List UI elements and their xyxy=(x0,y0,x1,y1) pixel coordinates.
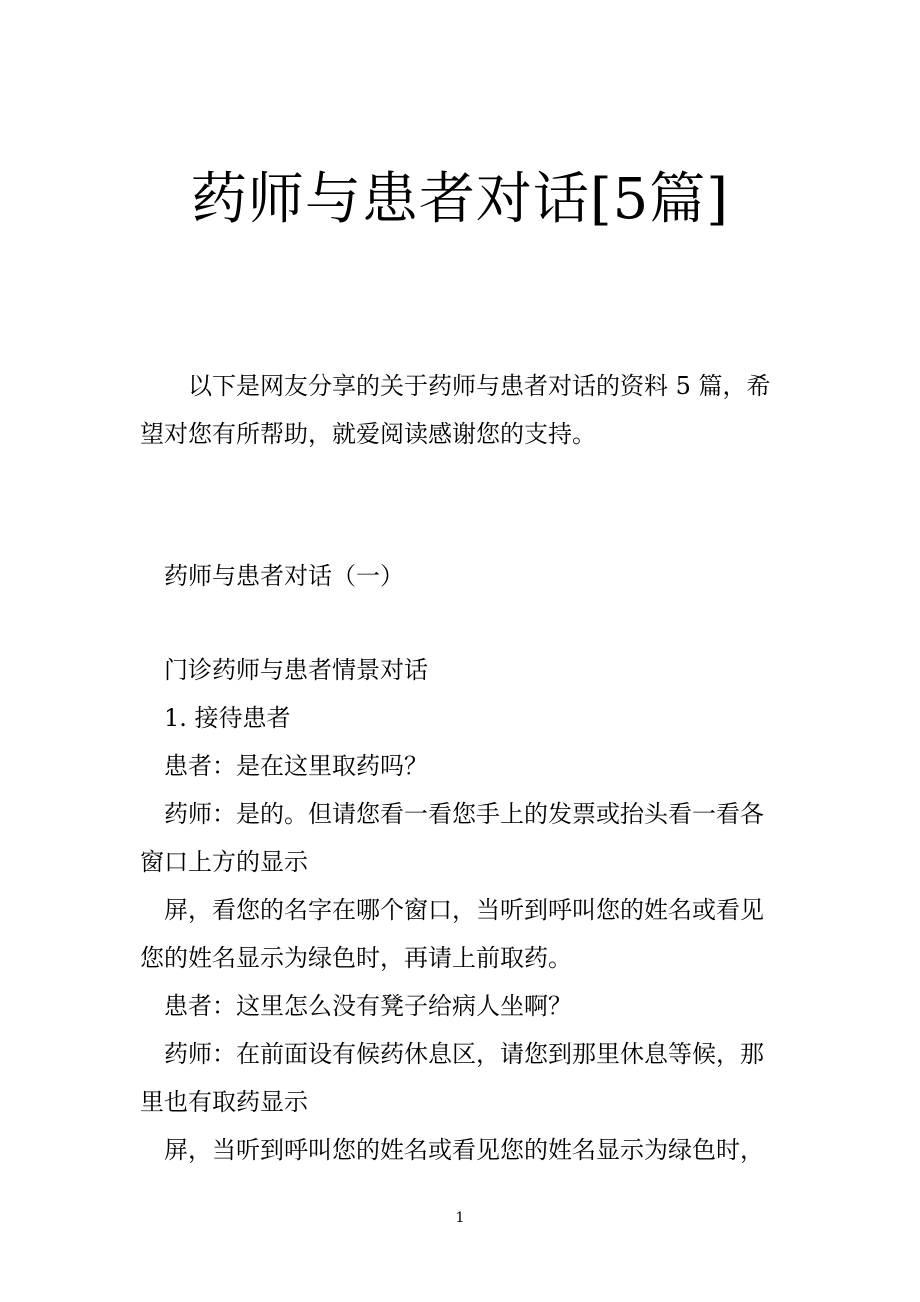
body-line: 屏，当听到呼叫您的姓名或看见您的姓名显示为绿色时， xyxy=(164,1136,764,1164)
body-line: 患者：这里怎么没有凳子给病人坐啊？ xyxy=(164,992,572,1020)
body-line: 药师：是的。但请您看一看您手上的发票或抬头看一看各 xyxy=(164,800,764,828)
body-line: 您的姓名显示为绿色时，再请上前取药。 xyxy=(140,944,572,972)
document-title: 药师与患者对话[5篇] xyxy=(190,167,730,232)
page-number: 1 xyxy=(455,1210,465,1226)
section-heading xyxy=(140,552,790,600)
intro-line: 望对您有所帮助，就爱阅读感谢您的支持。 xyxy=(140,420,596,448)
intro-line: 以下是网友分享的关于药师与患者对话的资料 5 篇，希 xyxy=(188,372,771,400)
body-line: 里也有取药显示 xyxy=(140,1088,308,1116)
body-line: 屏，看您的名字在哪个窗口，当听到呼叫您的姓名或看见 xyxy=(164,896,764,924)
body-line: 药师：在前面设有候药休息区，请您到那里休息等候，那 xyxy=(164,1040,764,1068)
body-line: 1. 接待患者 xyxy=(164,704,291,732)
body-text xyxy=(140,646,790,1174)
intro-paragraph xyxy=(140,362,790,458)
section-heading-text: 药师与患者对话（一） xyxy=(164,562,404,590)
body-line: 患者：是在这里取药吗？ xyxy=(164,752,428,780)
body-line: 窗口上方的显示 xyxy=(140,848,308,876)
body-line: 门诊药师与患者情景对话 xyxy=(164,656,428,684)
